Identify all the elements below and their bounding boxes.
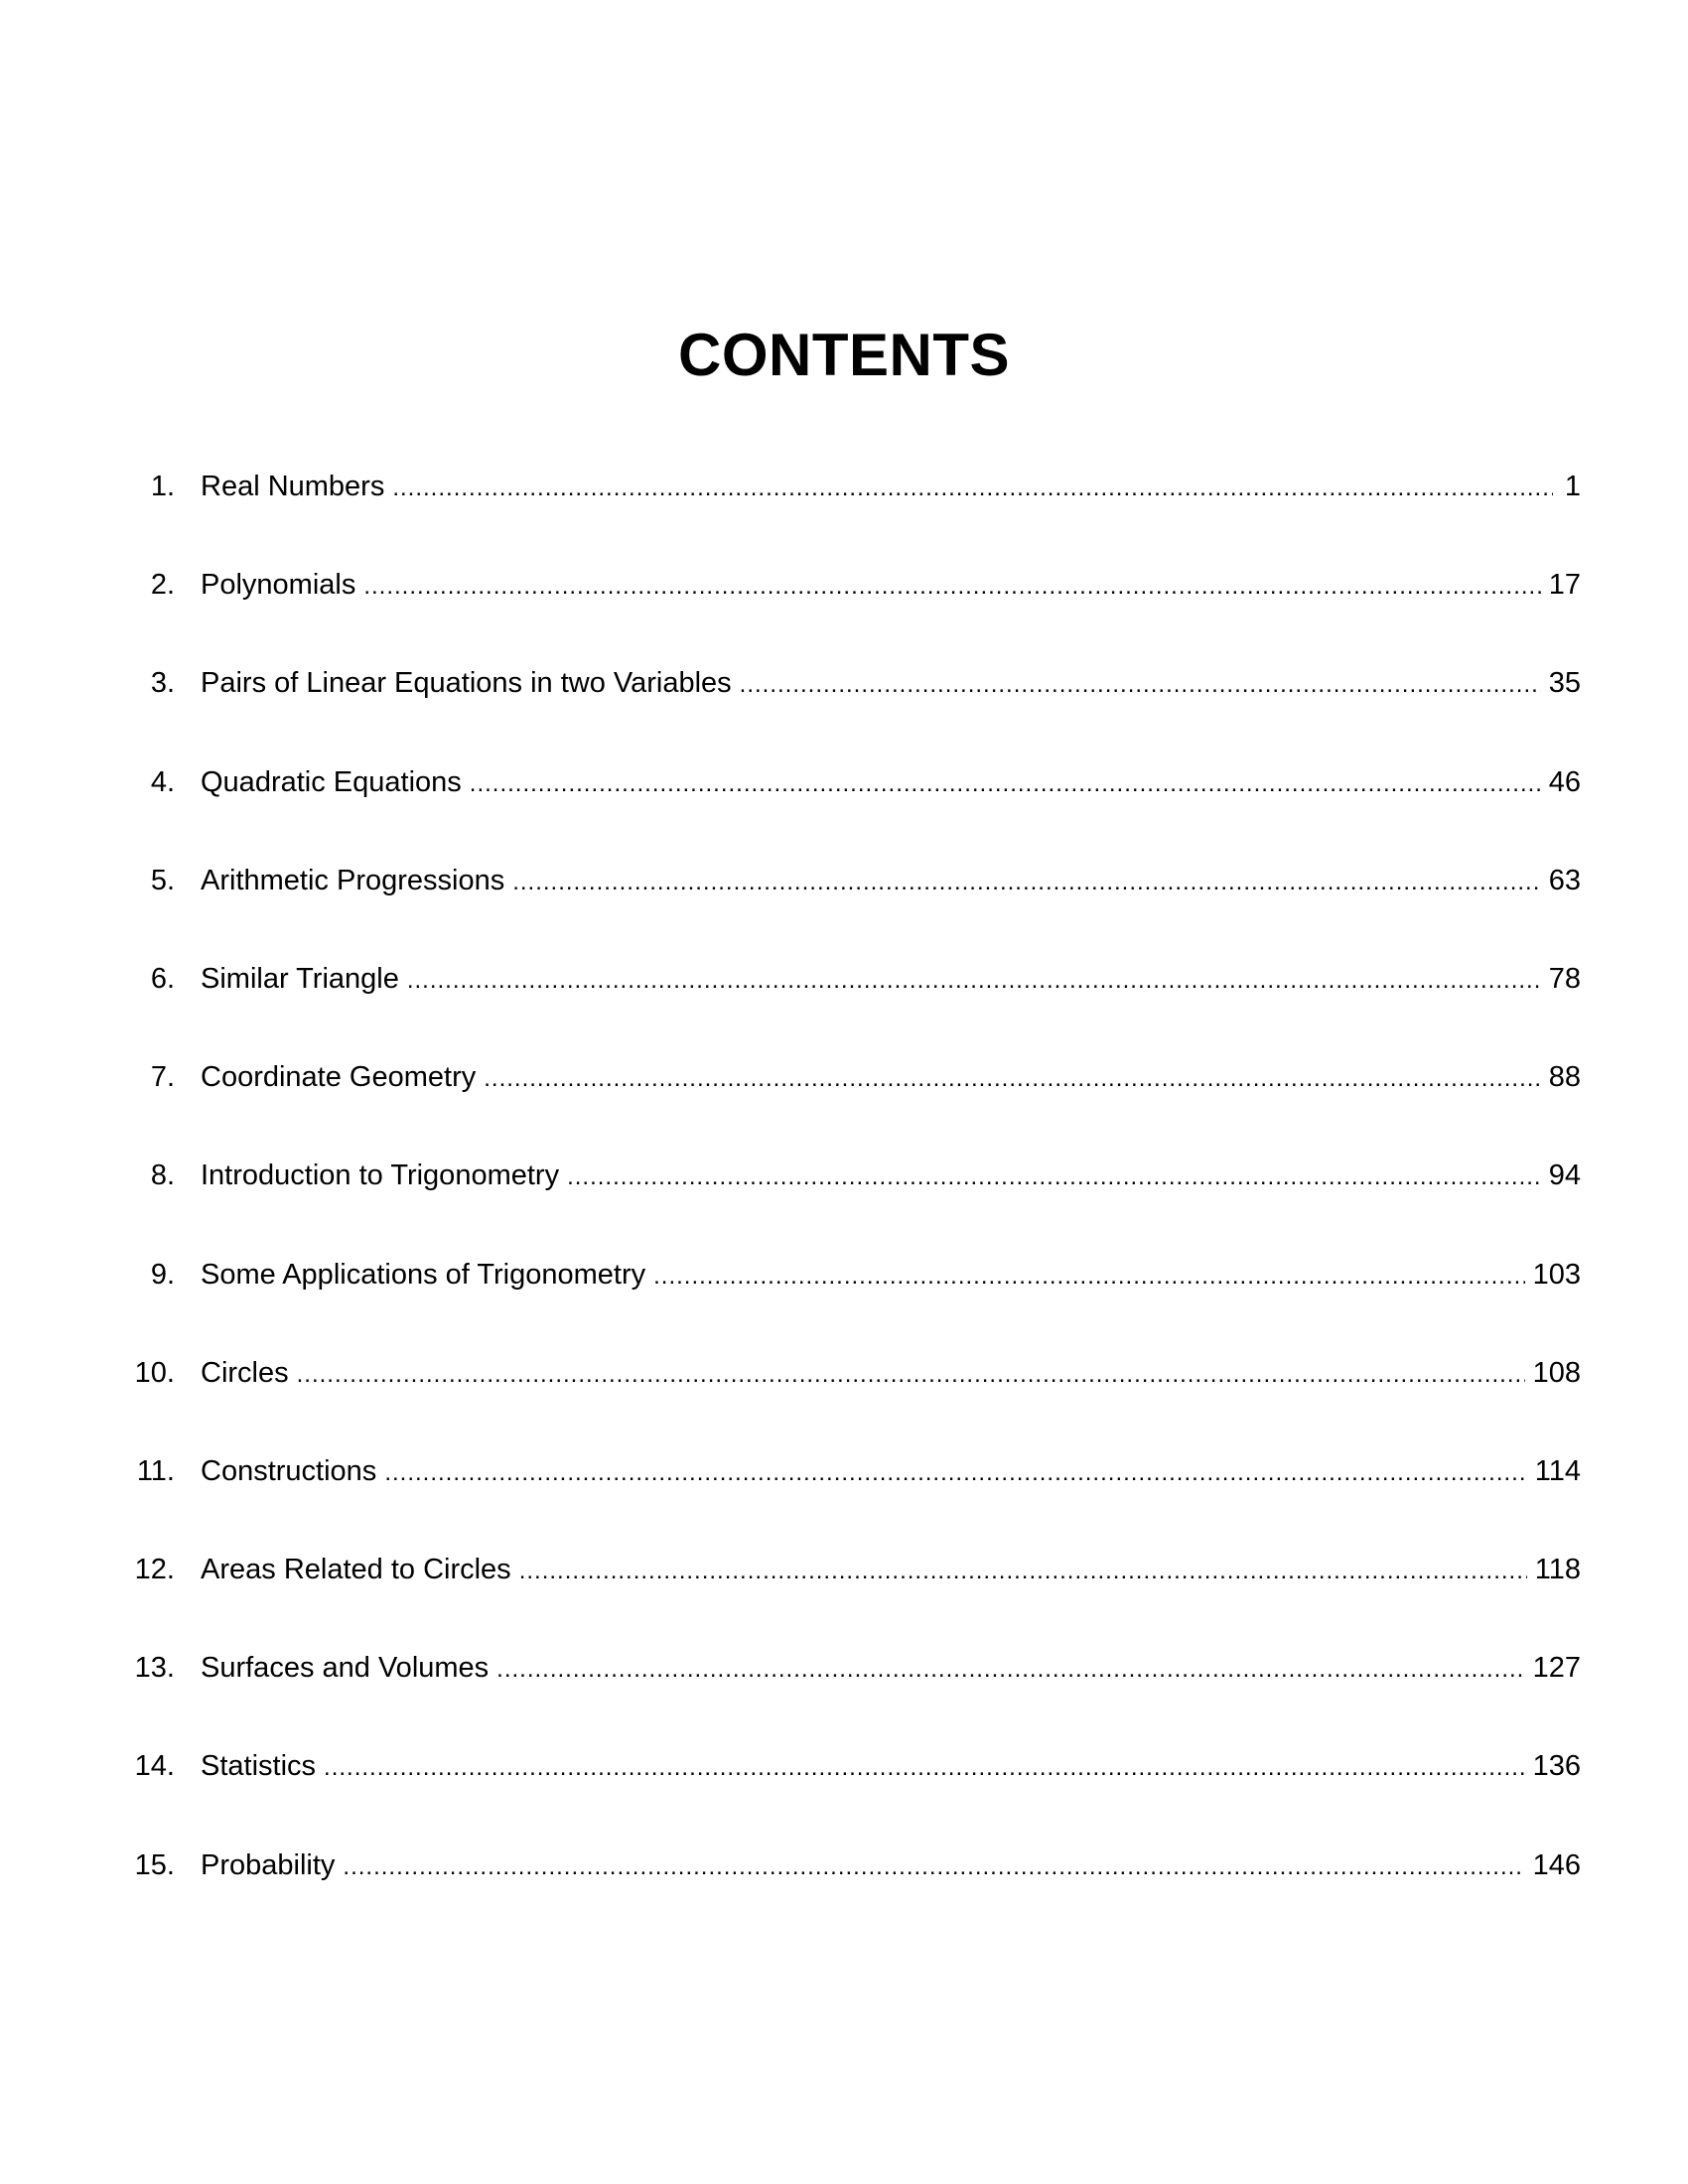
dot-leader [519,1552,1527,1591]
entry-number: 11. [136,1454,175,1487]
dot-leader [407,961,1541,1001]
entry-number: 9. [150,1258,175,1291]
toc-entry[interactable] [119,1648,1581,1746]
entry-number: 4. [150,765,175,798]
entry-page-number: 35 [1548,667,1581,700]
entry-number: 14. [134,1750,175,1783]
entry-number: 6. [150,962,175,995]
entry-title: Quadratic Equations [201,765,462,798]
dot-leader [512,863,1541,902]
entry-page-number: 1 [1564,471,1581,502]
entry-page-number: 88 [1548,1061,1581,1094]
entry-page-number: 78 [1548,962,1581,995]
toc-entry[interactable] [119,1353,1581,1451]
toc-entry[interactable] [119,1156,1581,1254]
entry-page-number: 118 [1534,1554,1581,1586]
entry-page-number: 94 [1548,1160,1581,1192]
toc-entry[interactable] [119,565,1581,663]
entry-title: Arithmetic Progressions [201,864,505,896]
toc-entry[interactable] [119,1057,1581,1156]
entry-number: 12. [134,1554,175,1586]
entry-page-number: 114 [1534,1454,1581,1487]
entry-title: Pairs of Linear Equations in two Variables [201,667,732,700]
entry-title: Coordinate Geometry [201,1061,477,1094]
entry-page-number: 103 [1532,1258,1581,1291]
entry-number: 15. [134,1848,175,1881]
dot-leader [496,1650,1524,1690]
entry-title: Circles [201,1356,289,1389]
entry-page-number: 136 [1532,1750,1581,1783]
dot-leader [740,665,1541,705]
entry-number: 13. [134,1652,175,1685]
toc-entry[interactable] [119,663,1581,761]
toc-entry[interactable] [119,959,1581,1057]
entry-title: Areas Related to Circles [201,1554,511,1586]
entry-page-number: 63 [1548,864,1581,896]
entry-title: Constructions [201,1454,377,1487]
entry-title: Some Applications of Trigonometry [201,1258,646,1291]
dot-leader [484,1059,1540,1099]
toc-entry[interactable] [119,1255,1581,1353]
entry-number: 10. [134,1356,175,1389]
toc-entry[interactable] [119,1451,1581,1550]
entry-number: 2. [150,569,175,602]
page-title: CONTENTS [678,322,1010,388]
entry-title: Polynomials [201,569,356,602]
dot-leader [363,567,1540,607]
dot-leader [392,469,1553,508]
entry-page-number: 17 [1548,569,1581,602]
entry-number: 8. [150,1160,175,1192]
entry-number: 1. [150,471,175,502]
toc-entry[interactable] [119,1845,1581,1944]
toc-entry[interactable] [119,467,1581,565]
entry-page-number: 46 [1548,765,1581,798]
toc-entry[interactable] [119,1746,1581,1844]
entry-page-number: 127 [1532,1652,1581,1685]
entry-page-number: 108 [1532,1356,1581,1389]
entry-number: 7. [150,1061,175,1094]
dot-leader [384,1453,1526,1493]
toc-entry[interactable] [119,1550,1581,1648]
entry-title: Statistics [201,1750,317,1783]
entry-page-number: 146 [1532,1848,1581,1881]
dot-leader [297,1355,1525,1395]
entry-title: Probability [201,1848,336,1881]
table-of-contents [119,467,1581,1944]
dot-leader [567,1158,1541,1197]
entry-number: 3. [150,667,175,700]
entry-number: 5. [150,864,175,896]
dot-leader [470,764,1541,804]
entry-title: Similar Triangle [201,962,399,995]
dot-leader [343,1847,1524,1887]
dot-leader [653,1257,1524,1297]
entry-title: Real Numbers [201,471,385,502]
toc-entry[interactable] [119,762,1581,861]
dot-leader [324,1748,1525,1788]
entry-title: Introduction to Trigonometry [201,1160,560,1192]
toc-entry[interactable] [119,861,1581,959]
entry-title: Surfaces and Volumes [201,1652,490,1685]
